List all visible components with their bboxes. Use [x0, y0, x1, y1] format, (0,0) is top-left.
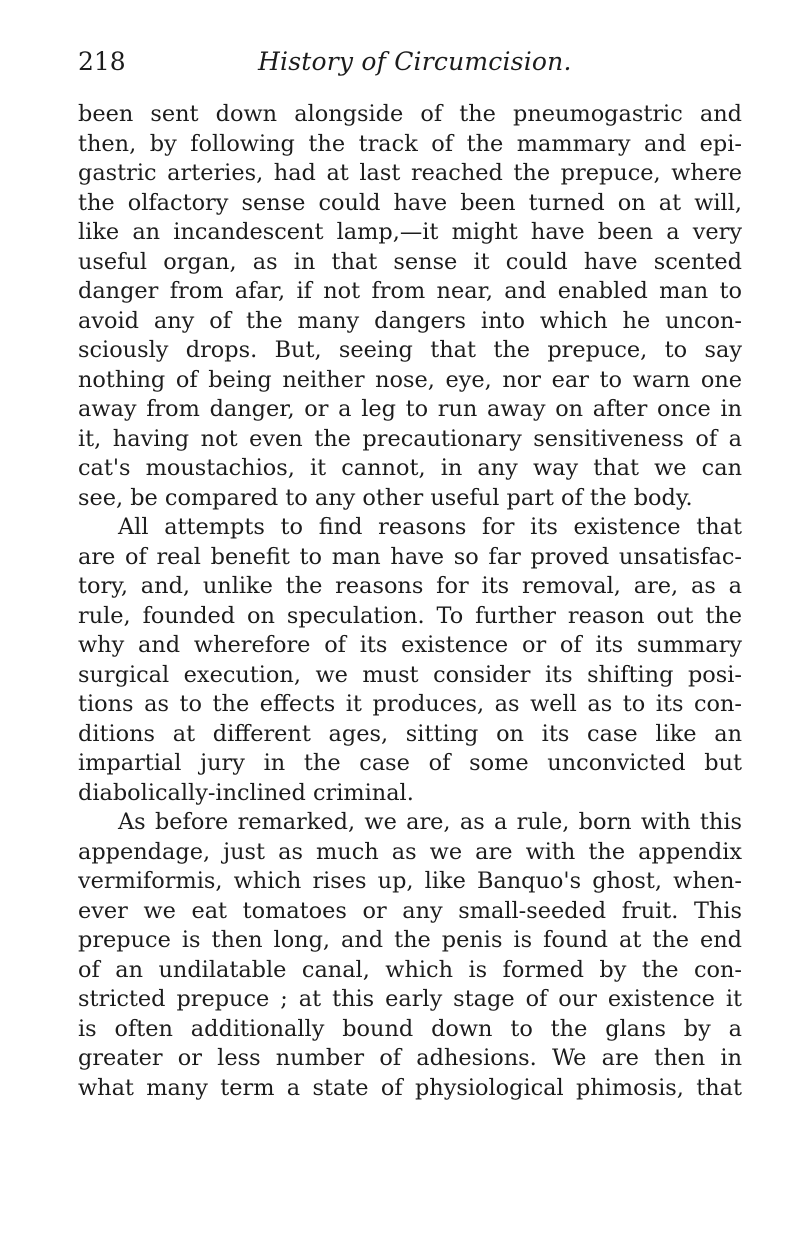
text-line: like an incandescent lamp,—it might have been a very	[78, 219, 742, 245]
text-line: stricted prepuce ; at this early stage of our existence it	[78, 986, 742, 1012]
book-page	[78, 42, 742, 1103]
text-line: vermiformis, which rises up, like Banquo's ghost, when-	[78, 868, 742, 894]
text-line: ditions at different ages, sitting on its case like an	[78, 720, 742, 747]
paragraph	[78, 100, 742, 513]
text-line: away from danger, or a leg to run away on after once in	[78, 396, 742, 422]
text-line: tions as to the effects it produces, as well as to its con-	[78, 691, 742, 717]
text-line: nothing of being neither nose, eye, nor ear to warn one	[78, 366, 742, 393]
text-line: cat's moustachios, it cannot, in any way that we can	[78, 455, 742, 481]
text-line: what many term a state of physiological phimosis, that	[78, 1074, 742, 1101]
text-line: greater or less number of adhesions. We are then in	[78, 1045, 742, 1071]
text-line: ever we eat tomatoes or any small-seeded fruit. This	[78, 897, 742, 924]
text-line: rule, founded on speculation. To further reason out the	[78, 602, 742, 629]
text-line: sciously drops. But, seeing that the prepuce, to say	[78, 337, 742, 363]
body-text	[78, 100, 742, 1103]
text-line: are of real benefit to man have so far proved unsatisfac-	[78, 543, 742, 570]
text-line: All attempts to find reasons for its existence that	[118, 514, 742, 540]
text-line: is often additionally bound down to the glans by a	[78, 1015, 742, 1042]
text-line: useful organ, as in that sense it could have scented	[78, 248, 742, 275]
page-number: 218	[78, 47, 126, 76]
text-line: tory, and, unlike the reasons for its removal, are, as a	[78, 573, 742, 599]
text-line: the olfactory sense could have been turned on at will,	[78, 189, 742, 216]
text-line: then, by following the track of the mammary and epi-	[78, 130, 742, 157]
paragraph	[78, 808, 742, 1103]
text-line: impartial jury in the case of some unconvicted but	[78, 750, 742, 776]
text-line: why and wherefore of its existence or of its summary	[78, 632, 742, 658]
text-line: As before remarked, we are, as a rule, born with this	[118, 809, 742, 835]
text-line: surgical execution, we must consider its shifting posi-	[78, 661, 742, 688]
text-line: prepuce is then long, and the penis is found at the end	[78, 927, 742, 953]
text-line: it, having not even the precautionary sensitiveness of a	[78, 425, 742, 452]
text-line: been sent down alongside of the pneumogastric and	[78, 101, 742, 127]
running-title: History of Circumcision.	[258, 47, 572, 76]
text-line: of an undilatable canal, which is formed by the con-	[78, 956, 742, 983]
text-line: gastric arteries, had at last reached the prepuce, where	[78, 160, 742, 186]
text-line: appendage, just as much as we are with the appendix	[78, 838, 742, 865]
running-head	[78, 42, 742, 82]
text-line: see, be compared to any other useful part of the body.	[78, 484, 693, 511]
text-line: diabolically-inclined criminal.	[78, 779, 414, 806]
text-line: avoid any of the many dangers into which he uncon-	[78, 307, 742, 334]
text-line: danger from afar, if not from near, and enabled man to	[78, 278, 742, 304]
paragraph	[78, 513, 742, 808]
